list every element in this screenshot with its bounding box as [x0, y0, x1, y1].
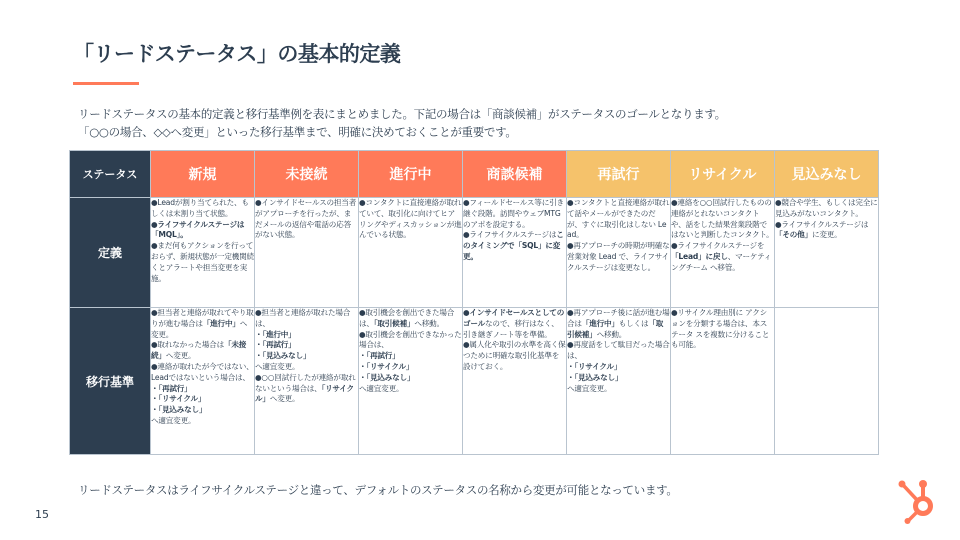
cell-line	[671, 308, 774, 351]
cell-line	[255, 362, 358, 373]
cell-line	[359, 373, 462, 384]
cell-text: ●コンタクトに直接連絡が取れていて、取引化に向けてヒアリングやディスカッションが進んでいる状態。	[359, 198, 462, 240]
cell-line	[463, 340, 566, 372]
cell-line	[567, 241, 670, 273]
cell-line	[359, 198, 462, 241]
cell-text: へ変更。	[151, 318, 248, 339]
intro-line: 「○○の場合、◇◇へ変更」といった移行基準まで、明確に決めておくことが重要です。	[78, 125, 517, 139]
cell-line	[463, 308, 566, 340]
table-cell	[255, 198, 359, 308]
column-header: 新規	[151, 151, 255, 198]
cell-line	[359, 362, 462, 373]
table-cell	[567, 308, 671, 455]
cell-text: ●再アプローチの時期が明確な営業対象 Lead で、ライフサイクルステージは変更なし。	[567, 241, 670, 272]
title-underline	[73, 82, 139, 85]
cell-text: ●フィールドセールス等に引き継ぐ段階。訪問やウェブMTGのアポを設定する。	[463, 198, 564, 229]
cell-text-bold: 「取引候補」	[373, 318, 415, 328]
column-header: 進行中	[359, 151, 463, 198]
cell-line	[567, 373, 670, 384]
cell-line	[151, 198, 254, 220]
cell-text-bold: 「取引候補」	[567, 318, 664, 339]
cell-line	[151, 394, 254, 405]
cell-text: なので、移行はなく、引き継ぎノート等を準備。	[463, 318, 559, 339]
table-cell	[671, 308, 775, 455]
cell-line	[463, 198, 566, 230]
cell-text: に変更。	[811, 230, 842, 240]
column-header: リサイクル	[671, 151, 775, 198]
cell-text-bold: このタイミングで「SQL」に変更。	[463, 230, 564, 261]
cell-text: 、マーケティングチーム へ移管。	[671, 251, 772, 272]
cell-text: ●ライフサイクルステージを	[671, 241, 765, 251]
cell-text: ●再度話をして駄目だった場合は、	[567, 340, 670, 361]
footnote: リードステータスはライフサイクルステージと違って、デフォルトのステータスの名称から変更が可能となっています。	[78, 483, 678, 497]
cell-text-bold: ・「見込みなし」	[255, 351, 311, 361]
table-cell	[463, 308, 567, 455]
cell-line	[671, 198, 774, 241]
cell-text: ●リサイクル理由別に アクションを分類する場合は、本ステータ スを複数に分けることも可能。	[671, 308, 770, 350]
row-header-definition: 定義	[70, 198, 151, 308]
cell-text-bold: ・「見込みなし」	[359, 372, 415, 382]
cell-line	[255, 330, 358, 341]
hubspot-sprocket-icon	[893, 475, 943, 525]
cell-text: ●ライフサイクルステージは	[463, 230, 557, 240]
intro-line: リードステータスの基本的定義と移行基準例を表にまとめました。下記の場合は「商談候補」がステータスのゴールとなります。	[78, 107, 726, 121]
cell-text: へ適宜変更。	[255, 361, 300, 371]
cell-line	[255, 308, 358, 330]
cell-text: ●Leadが割り当てられた、もしくは未割り当て状態。	[151, 198, 249, 218]
cell-text: ●まだ何もアクションを行っておらず、新規状態が一定機関続くとアラートや担当変更を実施。	[151, 241, 254, 283]
cell-line	[671, 241, 774, 273]
cell-text-bold: ・「再試行」	[255, 340, 296, 350]
cell-text-bold: 「リサイクル」	[255, 383, 354, 404]
cell-text: ●担当者と連絡が取れた場合は、	[255, 308, 351, 328]
table-cell	[775, 198, 879, 308]
cell-line	[151, 384, 254, 395]
cell-text-bold: ・「リサイクル」	[359, 361, 414, 371]
cell-text: ●取引機会を創出できた場合は、	[359, 308, 455, 328]
cell-text: へ移動。	[414, 318, 444, 328]
cell-text: へ変更。	[165, 351, 196, 361]
cell-line	[255, 351, 358, 362]
cell-text-bold: 「未接続」	[151, 340, 247, 361]
cell-line	[151, 362, 254, 384]
cell-text-bold: ・「再試行」	[359, 351, 400, 361]
table-corner-header: ステータス	[70, 151, 151, 198]
lead-status-table	[69, 150, 879, 455]
cell-line	[359, 384, 462, 395]
table-cell	[359, 198, 463, 308]
column-header: 再試行	[567, 151, 671, 198]
cell-text: へ変更。	[269, 394, 300, 404]
cell-text: へ適宜変更。	[151, 415, 196, 425]
table-row-definition	[70, 198, 879, 308]
cell-text: ●コンタクトと直接連絡が取れて話やメールができたのだが、すぐに取引化はしない Lead。	[567, 198, 670, 240]
cell-text: ●連絡を○○回試行したものの連絡がとれないコンタクトや、話をした結果営業段階ではないと判断したコンタクト。	[671, 198, 774, 240]
intro-text	[78, 105, 726, 141]
cell-line	[567, 308, 670, 340]
cell-text: へ適宜変更。	[567, 383, 612, 393]
table-cell	[151, 308, 255, 455]
cell-text-bold: ●インサイドセールスとしてのゴール	[463, 308, 565, 328]
cell-text-bold: ・「再試行」	[151, 383, 192, 393]
cell-text: ●取れなかった場合は	[151, 340, 224, 350]
cell-line	[359, 308, 462, 330]
cell-line	[775, 220, 878, 242]
row-header-transition: 移行基準	[70, 308, 151, 455]
cell-line	[151, 241, 254, 284]
cell-line	[567, 362, 670, 373]
table-cell	[255, 308, 359, 455]
cell-text: へ移動。	[596, 329, 627, 339]
cell-text-bold: ・「リサイクル」	[567, 361, 622, 371]
cell-text: ●連絡が取れたが今ではない、Leadではないという場合は、	[151, 361, 254, 382]
cell-text-bold: ・「進行中」	[255, 329, 296, 339]
column-header: 見込みなし	[775, 151, 879, 198]
cell-text: ●取引機会を創出できなかった場合は、	[359, 329, 462, 350]
cell-line	[151, 405, 254, 416]
page-number: 15	[35, 508, 49, 521]
cell-text-bold: 「進行中」	[581, 318, 619, 328]
cell-line	[151, 308, 254, 340]
cell-text: ●競合や学生、もしくは完全に見込みがないコンタクト。	[775, 198, 878, 218]
cell-text: もしくは	[618, 318, 649, 328]
cell-line	[775, 198, 878, 220]
column-header: 商談候補	[463, 151, 567, 198]
cell-line	[359, 330, 462, 352]
cell-line	[567, 198, 670, 241]
table-cell	[567, 198, 671, 308]
cell-text-bold: 「進行中」	[202, 318, 240, 328]
cell-text: ●インサイドセールスの担当者がアプローチを行ったが、まだメールの返信や電話の応答がない状態。	[255, 198, 357, 240]
table-cell	[151, 198, 255, 308]
cell-line	[151, 416, 254, 427]
cell-line	[255, 198, 358, 241]
cell-text-bold: ・「見込みなし」	[151, 405, 207, 415]
cell-line	[359, 351, 462, 362]
table-cell	[671, 198, 775, 308]
cell-text-bold: 「Lead」に戻し	[671, 251, 728, 261]
cell-line	[151, 340, 254, 362]
cell-line	[255, 340, 358, 351]
cell-text: ●○○回試行したが連絡が取れないという場合は、	[255, 372, 356, 393]
cell-text: ●属人化や取引の水準を高く保つために明確な取引化基準を設けておく。	[463, 340, 566, 371]
cell-text-bold: ・「リサイクル」	[151, 394, 206, 404]
cell-line	[151, 220, 254, 242]
cell-text-bold: 「その他」	[775, 230, 812, 240]
table-header-row	[70, 151, 879, 198]
cell-text: ●再アプローチ後に話が進む場合は	[567, 308, 670, 328]
cell-text-bold: ・「見込みなし」	[567, 372, 623, 382]
table-cell	[359, 308, 463, 455]
page-title: 「リードステータス」の基本的定義	[73, 42, 401, 66]
cell-line	[255, 373, 358, 405]
cell-line	[567, 384, 670, 395]
table-cell	[775, 308, 879, 455]
table-cell	[463, 198, 567, 308]
cell-text: へ適宜変更。	[359, 383, 404, 393]
column-header: 未接続	[255, 151, 359, 198]
cell-text-bold: ●ライフサイクルステージは「MQL」。	[151, 219, 245, 240]
cell-text: ●担当者と連絡が取れてやり取りが進む場合は	[151, 308, 254, 328]
cell-line	[567, 340, 670, 362]
cell-text: ●ライフサイクルステージは	[775, 219, 869, 229]
table-row-transition	[70, 308, 879, 455]
cell-line	[463, 230, 566, 262]
